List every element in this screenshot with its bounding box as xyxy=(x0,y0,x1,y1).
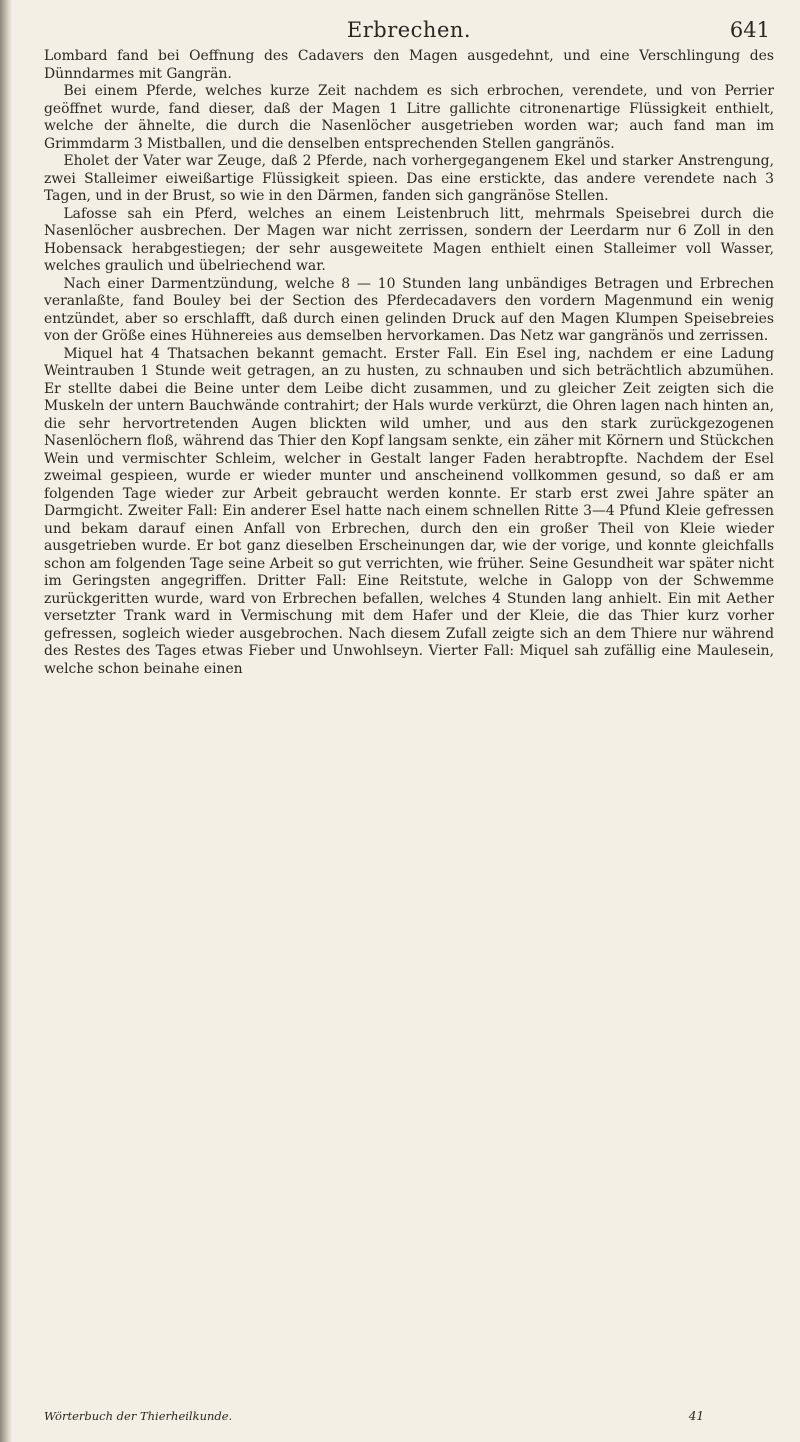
footer-title: Wörterbuch der Thierheilkunde. xyxy=(44,1409,233,1423)
page-number: 641 xyxy=(729,18,770,42)
running-head: Erbrechen. xyxy=(346,18,472,42)
page-header xyxy=(44,10,774,48)
paragraph: Bei einem Pferde, welches kurze Zeit nachdem es sich erbrochen, verendete, und von Perrier geöffnet wurde, fand dieser, daß der Magen 1 Litre gallichte citronenartige Flüssigkeit enthielt, welche der ähnelte, die durch die Nasenlöcher ausgetrieben worden war; auch fand man im Grimmdarm 3 Mistballen, und die denselben entsprechenden Stellen gangränös. xyxy=(44,83,774,152)
body-text xyxy=(44,48,774,678)
paragraph: Lombard fand bei Oeffnung des Cadavers den Magen ausgedehnt, und eine Verschlingung des Dünndarmes mit Gangrän. xyxy=(44,48,774,82)
paragraph: Nach einer Darmentzündung, welche 8 — 10 Stunden lang unbändiges Betragen und Erbrechen veranlaßte, fand Bouley bei der Section des Pferdecadavers den vordern Magenmund ein wenig entzündet, aber so erschlafft, daß durch einen gelinden Druck auf den Magen Klumpen Speisebreies von der Größe eines Hühnereies aus demselben hervorkamen. Das Netz war gangränös und zerrissen. xyxy=(44,275,774,344)
paragraph: Lafosse sah ein Pferd, welches an einem Leistenbruch litt, mehrmals Speisebrei durch die Nasenlöcher ausbrechen. Der Magen war nicht zerrissen, sondern der Leerdarm nur 6 Zoll in den Hobensack herabgestiegen; der sehr ausgeweitete Magen enthielt einen Stalleimer voll Wasser, welches graulich und übelriechend war. xyxy=(44,205,774,274)
page-footer xyxy=(44,1409,774,1433)
signature-mark: 41 xyxy=(688,1409,704,1423)
paragraph: Miquel hat 4 Thatsachen bekannt gemacht. Erster Fall. Ein Esel ing, nachdem er eine Ladung Weintrauben 1 Stunde weit getragen, an zu husten, zu schnauben und sich beträchtlich abzumühen. Er stellte dabei die Beine unter dem Leibe dicht zusammen, und zu gleicher Zeit zeigten sich die Muskeln der untern Bauchwände contrahirt; der Hals wurde verkürzt, die Ohren lagen nach hinten an, die sehr hervortretenden Augen blickten wild umher, und aus den stark zurückgezogenen Nasenlöchern floß, während das Thier den Kopf langsam senkte, ein zäher mit Körnern und Stückchen Wein und vermischter Schleim, welcher in Gestalt langer Faden herabtropfte. Nachdem der Esel zweimal gespieen, wurde er wieder munter und anscheinend vollkommen gesund, so daß er am folgenden Tage wieder zur Arbeit gebraucht werden konnte. Er starb erst zwei Jahre später an Darmgicht. Zweiter Fall: Ein anderer Esel hatte nach einem schnellen Ritte 3—4 Pfund Kleie gefressen und bekam darauf einen Anfall von Erbrechen, durch den ein großer Theil von Kleie wieder ausgetrieben wurde. Er bot ganz dieselben Erscheinungen dar, wie der vorige, und konnte gleichfalls schon am folgenden Tage seine Arbeit so gut verrichten, wie früher. Seine Gesundheit war später nicht im Geringsten angegriffen. Dritter Fall: Eine Reitstute, welche in Galopp von der Schwemme zurückgeritten wurde, ward von Erbrechen befallen, welches 4 Stunden lang anhielt. Ein mit Aether versetzter Trank ward in Vermischung mit dem Hafer und der Kleie, die das Thier kurz vorher gefressen, sogleich wieder ausgebrochen. Nach diesem Zufall zeigte sich an dem Thiere nur während des Restes des Tages etwas Fieber und Unwohlseyn. Vierter Fall: Miquel sah zufällig eine Maulesein, welche schon beinahe einen xyxy=(44,345,774,677)
book-spine-shadow xyxy=(0,0,12,1442)
paragraph: Eholet der Vater war Zeuge, daß 2 Pferde, nach vorhergegangenem Ekel und starker Anstrengung, zwei Stalleimer eiweißartige Flüssigkeit spieen. Das eine erstickte, das andere verendete nach 3 Tagen, und in der Brust, so wie in den Därmen, fanden sich gangränöse Stellen. xyxy=(44,153,774,204)
